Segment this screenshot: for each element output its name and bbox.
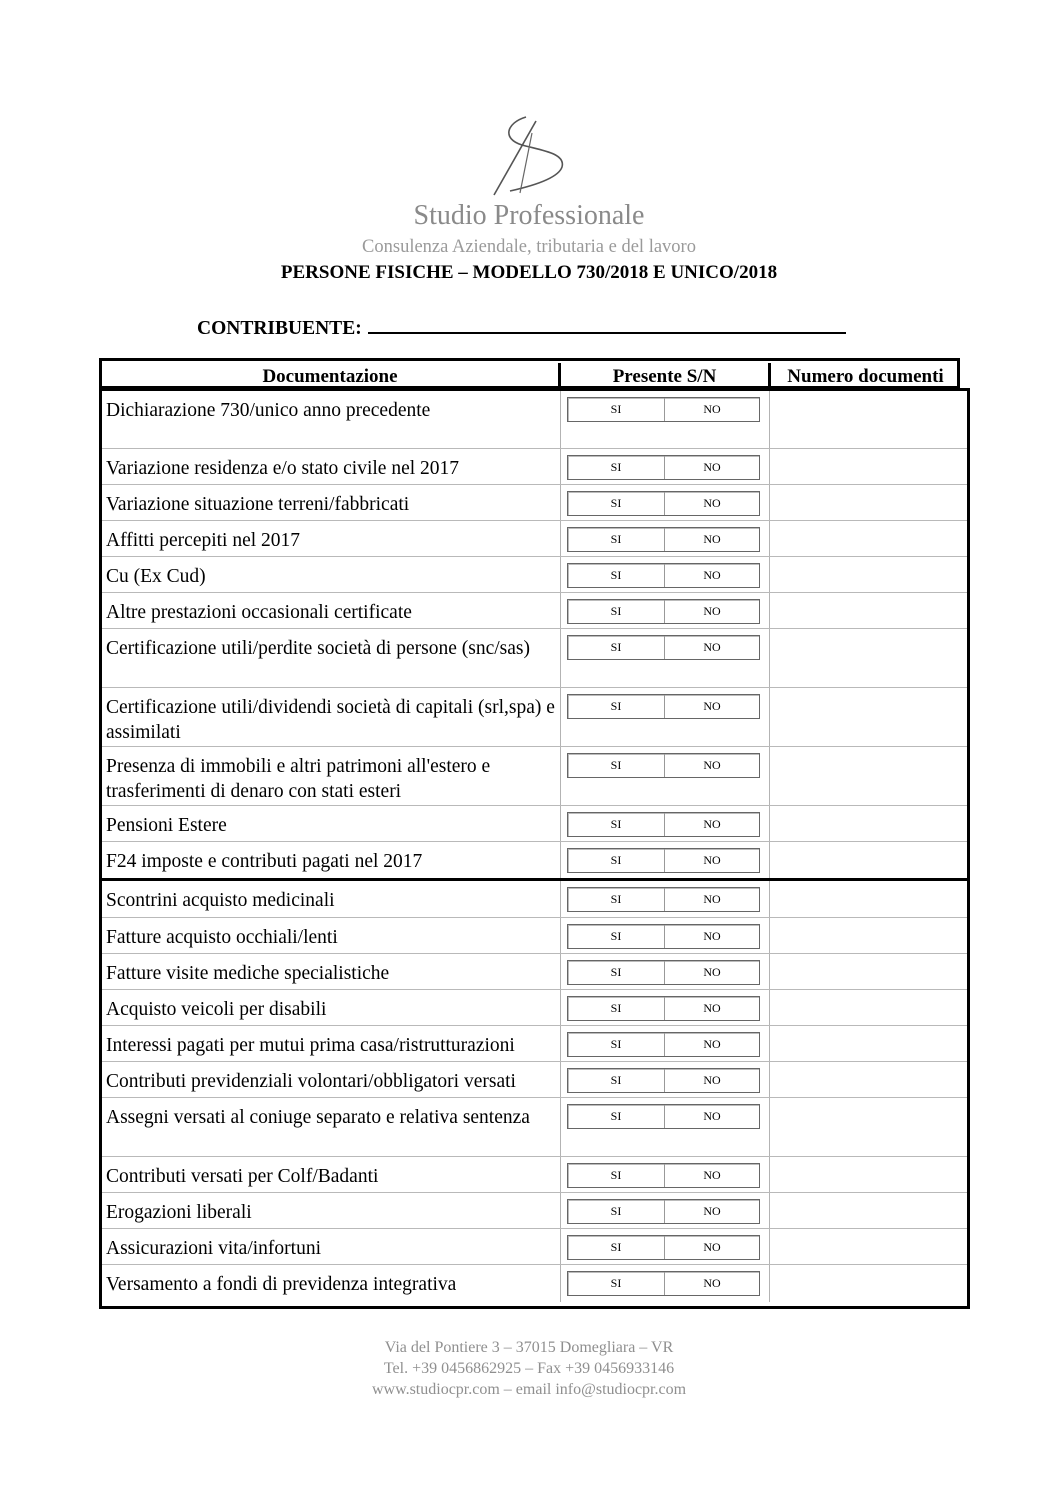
yes-option[interactable]: SI: [568, 961, 665, 984]
yes-option[interactable]: SI: [568, 1236, 665, 1259]
present-cell: [561, 806, 770, 841]
yes-option[interactable]: SI: [568, 813, 665, 836]
table-header: [99, 358, 960, 389]
no-option[interactable]: NO: [703, 1073, 721, 1087]
yes-no-field: [567, 1271, 760, 1296]
present-cell: [561, 842, 770, 878]
document-count-cell[interactable]: [770, 485, 967, 520]
no-option[interactable]: NO: [703, 1240, 721, 1254]
no-option[interactable]: NO: [703, 1204, 721, 1218]
table-row: [102, 1098, 967, 1157]
table-row: [102, 747, 967, 806]
table-row: [102, 629, 967, 688]
document-title: PERSONE FISICHE – MODELLO 730/2018 E UNICO/2018: [280, 262, 778, 283]
document-count-cell[interactable]: [770, 1265, 967, 1302]
no-option[interactable]: NO: [703, 892, 721, 906]
document-count-cell[interactable]: [770, 990, 967, 1025]
document-label: Erogazioni liberali: [102, 1193, 561, 1228]
no-option[interactable]: NO: [703, 1276, 721, 1290]
no-option[interactable]: NO: [703, 640, 721, 654]
no-option[interactable]: NO: [703, 460, 721, 474]
document-count-cell[interactable]: [770, 1157, 967, 1192]
header-count: Numero documenti: [768, 363, 960, 390]
present-cell: [561, 593, 770, 628]
yes-no-field: [567, 527, 760, 552]
present-cell: [561, 485, 770, 520]
no-option[interactable]: NO: [703, 604, 721, 618]
document-count-cell[interactable]: [770, 629, 967, 687]
footer-address: Via del Pontiere 3 – 37015 Domegliara – VR: [384, 1339, 674, 1356]
no-option[interactable]: NO: [703, 402, 721, 416]
document-label: F24 imposte e contributi pagati nel 2017: [102, 842, 561, 878]
table-row: [102, 557, 967, 593]
document-count-cell[interactable]: [770, 688, 967, 746]
document-label: Acquisto veicoli per disabili: [102, 990, 561, 1025]
table-row: [102, 1265, 967, 1302]
yes-no-field: [567, 812, 760, 837]
yes-option[interactable]: SI: [568, 600, 665, 623]
present-cell: [561, 688, 770, 746]
footer: [0, 1337, 1058, 1400]
document-count-cell[interactable]: [770, 593, 967, 628]
no-option[interactable]: NO: [703, 1168, 721, 1182]
studio-subtitle: Consulenza Aziendale, tributaria e del lavoro: [362, 237, 696, 257]
document-label: Contributi versati per Colf/Badanti: [102, 1157, 561, 1192]
yes-no-field: [567, 1032, 760, 1057]
no-option[interactable]: NO: [703, 929, 721, 943]
yes-option[interactable]: SI: [568, 528, 665, 551]
table-row: [102, 1157, 967, 1193]
document-label: Fatture visite mediche specialistiche: [102, 954, 561, 989]
table-row: [102, 521, 967, 557]
table-row: [102, 391, 967, 449]
document-count-cell[interactable]: [770, 1193, 967, 1228]
document-label: Interessi pagati per mutui prima casa/ristrutturazioni: [102, 1026, 561, 1061]
document-count-cell[interactable]: [770, 1229, 967, 1264]
table-row: [102, 485, 967, 521]
document-count-cell[interactable]: [770, 521, 967, 556]
yes-option[interactable]: SI: [568, 1272, 665, 1295]
document-label: Assegni versati al coniuge separato e relativa sentenza: [102, 1098, 561, 1156]
present-cell: [561, 1098, 770, 1156]
yes-no-field: [567, 996, 760, 1021]
present-cell: [561, 1062, 770, 1097]
document-label: Contributi previdenziali volontari/obbligatori versati: [102, 1062, 561, 1097]
document-label: Fatture acquisto occhiali/lenti: [102, 918, 561, 953]
table-row: [102, 954, 967, 990]
no-option[interactable]: NO: [703, 817, 721, 831]
yes-no-field: [567, 694, 760, 719]
document-count-cell[interactable]: [770, 1098, 967, 1156]
yes-option[interactable]: SI: [568, 398, 665, 421]
no-option[interactable]: NO: [703, 568, 721, 582]
yes-no-field: [567, 848, 760, 873]
document-count-cell[interactable]: [770, 747, 967, 805]
section-income: [99, 388, 970, 881]
document-label: Variazione residenza e/o stato civile nel 2017: [102, 449, 561, 484]
document-count-cell[interactable]: [770, 806, 967, 841]
document-label: Certificazione utili/dividendi società di capitali (srl,spa) e assimilati: [102, 688, 561, 746]
no-option[interactable]: NO: [703, 532, 721, 546]
yes-option[interactable]: SI: [568, 1105, 665, 1128]
contributor-name-field[interactable]: [368, 312, 846, 334]
present-cell: [561, 391, 770, 448]
present-cell: [561, 629, 770, 687]
document-label: Variazione situazione terreni/fabbricati: [102, 485, 561, 520]
no-option[interactable]: NO: [703, 1037, 721, 1051]
no-option[interactable]: NO: [703, 853, 721, 867]
present-cell: [561, 449, 770, 484]
document-count-cell[interactable]: [770, 842, 967, 878]
no-option[interactable]: NO: [703, 1109, 721, 1123]
footer-web: www.studiocpr.com – email info@studiocpr.com: [371, 1381, 687, 1398]
yes-no-field: [567, 455, 760, 480]
no-option[interactable]: NO: [703, 699, 721, 713]
yes-no-field: [567, 397, 760, 422]
document-label: Certificazione utili/perdite società di persone (snc/sas): [102, 629, 561, 687]
yes-option[interactable]: SI: [568, 636, 665, 659]
document-label: Presenza di immobili e altri patrimoni all'estero e trasferimenti di denaro con stati esteri: [102, 747, 561, 805]
document-label: Affitti percepiti nel 2017: [102, 521, 561, 556]
table-row: [102, 881, 967, 918]
table-row: [102, 449, 967, 485]
yes-option[interactable]: SI: [568, 456, 665, 479]
present-cell: [561, 918, 770, 953]
yes-no-field: [567, 960, 760, 985]
yes-no-field: [567, 635, 760, 660]
studio-name: Studio Professionale: [413, 200, 645, 231]
document-count-cell[interactable]: [770, 391, 967, 448]
table-row: [102, 1229, 967, 1265]
no-option[interactable]: NO: [703, 758, 721, 772]
present-cell: [561, 881, 770, 917]
yes-no-field: [567, 599, 760, 624]
document-label: Altre prestazioni occasionali certificate: [102, 593, 561, 628]
header-documentation: Documentazione: [102, 363, 561, 390]
contributor-label: CONTRIBUENTE:: [197, 318, 362, 339]
table-row: [102, 1193, 967, 1229]
yes-option[interactable]: SI: [568, 1069, 665, 1092]
yes-option[interactable]: SI: [568, 997, 665, 1020]
document-count-cell[interactable]: [770, 881, 967, 917]
document-label: Cu (Ex Cud): [102, 557, 561, 592]
present-cell: [561, 1157, 770, 1192]
yes-option[interactable]: SI: [568, 925, 665, 948]
studio-logo-icon: [488, 115, 568, 197]
no-option[interactable]: NO: [703, 965, 721, 979]
document-label: Assicurazioni vita/infortuni: [102, 1229, 561, 1264]
yes-option[interactable]: SI: [568, 1033, 665, 1056]
yes-no-field: [567, 1104, 760, 1129]
document-label: Versamento a fondi di previdenza integrativa: [102, 1265, 561, 1302]
table-row: [102, 990, 967, 1026]
yes-option[interactable]: SI: [568, 1164, 665, 1187]
table-row: [102, 842, 967, 878]
table-row: [102, 918, 967, 954]
present-cell: [561, 1026, 770, 1061]
yes-no-field: [567, 924, 760, 949]
document-label: Pensioni Estere: [102, 806, 561, 841]
document-count-cell[interactable]: [770, 918, 967, 953]
table-row: [102, 593, 967, 629]
document-count-cell[interactable]: [770, 1062, 967, 1097]
no-option[interactable]: NO: [703, 1001, 721, 1015]
header-present: Presente S/N: [612, 366, 717, 387]
no-option[interactable]: NO: [703, 496, 721, 510]
footer-phone: Tel. +39 0456862925 – Fax +39 0456933146: [383, 1360, 675, 1377]
yes-option[interactable]: SI: [568, 1200, 665, 1223]
present-cell: [561, 1229, 770, 1264]
document-count-cell[interactable]: [770, 1026, 967, 1061]
yes-option[interactable]: SI: [568, 849, 665, 872]
present-cell: [561, 521, 770, 556]
yes-no-field: [567, 1163, 760, 1188]
yes-option[interactable]: SI: [568, 754, 665, 777]
table-row: [102, 688, 967, 747]
document-count-cell[interactable]: [770, 449, 967, 484]
table-row: [102, 806, 967, 842]
yes-no-field: [567, 1199, 760, 1224]
document-label: Dichiarazione 730/unico anno precedente: [102, 391, 561, 448]
yes-no-field: [567, 753, 760, 778]
yes-option[interactable]: SI: [568, 564, 665, 587]
present-cell: [561, 990, 770, 1025]
yes-option[interactable]: SI: [568, 492, 665, 515]
yes-no-field: [567, 887, 760, 912]
table-row: [102, 1026, 967, 1062]
table-row: [102, 1062, 967, 1098]
present-cell: [561, 557, 770, 592]
yes-option[interactable]: SI: [568, 888, 665, 911]
present-cell: [561, 1193, 770, 1228]
section-deductions: [99, 878, 970, 1309]
yes-no-field: [567, 563, 760, 588]
contributor-row: [197, 312, 846, 340]
present-cell: [561, 954, 770, 989]
present-cell: [561, 747, 770, 805]
yes-no-field: [567, 1235, 760, 1260]
document-count-cell[interactable]: [770, 954, 967, 989]
present-cell: [561, 1265, 770, 1302]
yes-option[interactable]: SI: [568, 695, 665, 718]
yes-no-field: [567, 1068, 760, 1093]
yes-no-field: [567, 491, 760, 516]
document-count-cell[interactable]: [770, 557, 967, 592]
document-label: Scontrini acquisto medicinali: [102, 881, 561, 917]
